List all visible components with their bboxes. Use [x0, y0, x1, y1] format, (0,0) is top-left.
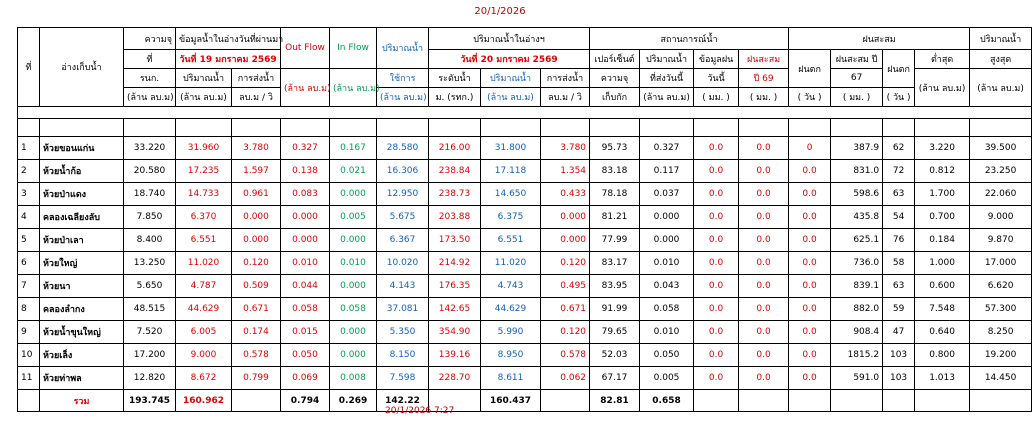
cell-usable: 5.350	[377, 321, 429, 344]
cell-rain-days69: 0.0	[789, 275, 831, 298]
table-row	[18, 367, 1032, 390]
cell-prev-release: 0.120	[232, 252, 281, 275]
cell-min-volume: 0.600	[915, 275, 970, 298]
cell-curr-volume: 11.020	[481, 252, 541, 275]
cell-capacity: 12.820	[124, 367, 176, 390]
cell-reservoir-name: คลองลำกง	[40, 298, 124, 321]
cell-rain-today: 0.0	[694, 137, 739, 160]
header-curr-release: การส่งน้ำ	[541, 69, 590, 88]
header-rain-today-1: ข้อมูลฝน	[694, 50, 739, 69]
cell-percent: 83.95	[590, 275, 640, 298]
cell-reservoir-name: ห้วยป่าแดง	[40, 183, 124, 206]
cell-rain-acc67: 591.0	[831, 367, 883, 390]
cell-max-volume: 8.250	[970, 321, 1032, 344]
cell-curr-release: 0.671	[541, 298, 590, 321]
footer-timestamp: 20/1/2026 7:27	[385, 406, 455, 416]
table-row	[18, 137, 1032, 160]
header-percent-3: เก็บกัก	[590, 88, 640, 107]
header-prev-release-unit: ลบ.ม / วิ	[232, 88, 281, 107]
cell-rain-today: 0.0	[694, 160, 739, 183]
header-usable-unit: (ล้าน ลบ.ม)	[377, 88, 429, 107]
cell-capacity: 5.650	[124, 275, 176, 298]
cell-usable: 37.081	[377, 298, 429, 321]
cell-rain-acc67: 598.6	[831, 183, 883, 206]
cell-min-volume: 0.184	[915, 229, 970, 252]
spacer-row	[18, 119, 1032, 137]
totals-inflow: 0.269	[330, 390, 377, 412]
report-date-title: 20/1/2026	[474, 6, 526, 17]
cell-capacity: 7.520	[124, 321, 176, 344]
cell-rain-days69: 0.0	[789, 206, 831, 229]
cell-rain-days69: 0.0	[789, 344, 831, 367]
cell-rain-today: 0.0	[694, 183, 739, 206]
cell-percent: 77.99	[590, 229, 640, 252]
cell-rain-today: 0.0	[694, 229, 739, 252]
cell-water-sent: 0.037	[640, 183, 694, 206]
header-level: ระดับน้ำ	[429, 69, 481, 88]
cell-curr-volume: 31.800	[481, 137, 541, 160]
cell-level: 238.84	[429, 160, 481, 183]
cell-rain-acc67: 1815.2	[831, 344, 883, 367]
cell-level: 139.16	[429, 344, 481, 367]
cell-no: 8	[18, 298, 40, 321]
cell-no: 6	[18, 252, 40, 275]
cell-capacity: 8.400	[124, 229, 176, 252]
cell-inflow: 0.005	[330, 206, 377, 229]
cell-no: 10	[18, 344, 40, 367]
header-sent-2: ที่ส่งวันนี้	[640, 69, 694, 88]
cell-max-volume: 39.500	[970, 137, 1032, 160]
header-rain69-1: ฝนสะสม	[739, 50, 789, 69]
cell-prev-volume: 6.370	[176, 206, 232, 229]
header-usable: ปริมาณน้ำ	[377, 28, 429, 69]
cell-prev-release: 0.961	[232, 183, 281, 206]
cell-curr-release: 0.000	[541, 206, 590, 229]
cell-prev-volume: 17.235	[176, 160, 232, 183]
cell-rain-acc67: 882.0	[831, 298, 883, 321]
cell-reservoir-name: ห้วยน้ำขุนใหญ่	[40, 321, 124, 344]
cell-rain-days69: 0	[789, 137, 831, 160]
cell-curr-volume: 8.611	[481, 367, 541, 390]
cell-rain-days67: 63	[883, 275, 915, 298]
cell-level: 214.92	[429, 252, 481, 275]
cell-water-sent: 0.010	[640, 252, 694, 275]
cell-reservoir-name: ห้วยนา	[40, 275, 124, 298]
cell-no: 1	[18, 137, 40, 160]
cell-water-sent: 0.050	[640, 344, 694, 367]
table-row	[18, 275, 1032, 298]
cell-inflow: 0.167	[330, 137, 377, 160]
cell-rain-today: 0.0	[694, 367, 739, 390]
cell-capacity: 7.850	[124, 206, 176, 229]
cell-prev-release: 0.000	[232, 229, 281, 252]
cell-min-volume: 1.700	[915, 183, 970, 206]
totals-row	[18, 390, 1032, 412]
cell-outflow: 0.138	[281, 160, 330, 183]
cell-prev-volume: 6.005	[176, 321, 232, 344]
header-separator	[18, 107, 1032, 119]
header-min-unit: (ล้าน ลบ.ม)	[915, 69, 970, 107]
cell-capacity: 48.515	[124, 298, 176, 321]
cell-reservoir-name: ห้วยท่าพล	[40, 367, 124, 390]
cell-water-sent: 0.000	[640, 206, 694, 229]
cell-inflow: 0.010	[330, 252, 377, 275]
cell-prev-volume: 31.960	[176, 137, 232, 160]
cell-rain-acc69: 0.0	[739, 367, 789, 390]
header-curr-date: วันที่ 20 มกราคม 2569	[429, 50, 590, 69]
cell-level: 173.50	[429, 229, 481, 252]
header-max-2: สูงสุด	[970, 50, 1032, 69]
cell-inflow: 0.058	[330, 298, 377, 321]
header-curr-volume-unit: (ล้าน ลบ.ม)	[481, 88, 541, 107]
cell-inflow: 0.021	[330, 160, 377, 183]
cell-min-volume: 0.700	[915, 206, 970, 229]
header-prev-volume: ปริมาณน้ำ	[176, 69, 232, 88]
table-row	[18, 252, 1032, 275]
header-outflow-unit: (ล้าน ลบ.ม)	[281, 69, 330, 107]
cell-no: 4	[18, 206, 40, 229]
cell-prev-release: 1.597	[232, 160, 281, 183]
cell-rain-acc69: 0.0	[739, 298, 789, 321]
cell-rain-days69: 0.0	[789, 229, 831, 252]
header-rain-days69: ฝนตก	[789, 50, 831, 88]
cell-no: 11	[18, 367, 40, 390]
cell-min-volume: 7.548	[915, 298, 970, 321]
cell-usable: 10.020	[377, 252, 429, 275]
cell-rain-acc67: 435.8	[831, 206, 883, 229]
cell-rain-acc67: 625.1	[831, 229, 883, 252]
header-rain-today-unit: ( มม. )	[694, 88, 739, 107]
cell-rain-days67: 76	[883, 229, 915, 252]
header-rain67-1: ฝนสะสม ปี	[831, 50, 883, 69]
cell-outflow: 0.044	[281, 275, 330, 298]
cell-rain-acc69: 0.0	[739, 137, 789, 160]
cell-prev-release: 0.509	[232, 275, 281, 298]
cell-percent: 52.03	[590, 344, 640, 367]
header-inflow: In Flow	[330, 28, 377, 69]
reservoir-report-table	[17, 27, 1032, 412]
cell-outflow: 0.327	[281, 137, 330, 160]
cell-curr-volume: 4.743	[481, 275, 541, 298]
cell-rain-acc69: 0.0	[739, 183, 789, 206]
header-inflow-unit: (ล้าน ลบ.ม)	[330, 69, 377, 107]
cell-curr-volume: 44.629	[481, 298, 541, 321]
cell-max-volume: 57.300	[970, 298, 1032, 321]
cell-curr-release: 0.062	[541, 367, 590, 390]
cell-curr-release: 0.000	[541, 229, 590, 252]
header-max-unit: (ล้าน ลบ.ม)	[970, 69, 1032, 107]
header-min-1: ปริมาณน้ำ	[970, 28, 1032, 50]
cell-outflow: 0.000	[281, 206, 330, 229]
cell-rain-days69: 0.0	[789, 298, 831, 321]
cell-outflow: 0.069	[281, 367, 330, 390]
cell-max-volume: 9.870	[970, 229, 1032, 252]
cell-percent: 95.73	[590, 137, 640, 160]
cell-prev-volume: 8.672	[176, 367, 232, 390]
cell-rain-acc69: 0.0	[739, 252, 789, 275]
cell-prev-volume: 4.787	[176, 275, 232, 298]
header-capacity-1: ความจุ	[124, 28, 176, 50]
cell-max-volume: 6.620	[970, 275, 1032, 298]
cell-prev-release: 0.174	[232, 321, 281, 344]
cell-usable: 8.150	[377, 344, 429, 367]
cell-rain-days69: 0.0	[789, 160, 831, 183]
table-row	[18, 344, 1032, 367]
cell-reservoir-name: ห้วยน้ำก้อ	[40, 160, 124, 183]
header-rain-group: ฝนสะสม	[789, 28, 970, 50]
cell-percent: 83.18	[590, 160, 640, 183]
cell-rain-acc69: 0.0	[739, 344, 789, 367]
cell-reservoir-name: ห้วยขอนแก่น	[40, 137, 124, 160]
table-row	[18, 321, 1032, 344]
cell-rain-days67: 62	[883, 137, 915, 160]
cell-no: 9	[18, 321, 40, 344]
header-prev-volume-unit: (ล้าน ลบ.ม)	[176, 88, 232, 107]
cell-curr-release: 1.354	[541, 160, 590, 183]
cell-no: 5	[18, 229, 40, 252]
header-capacity-2: ที่	[124, 50, 176, 69]
cell-water-sent: 0.000	[640, 229, 694, 252]
cell-rain-acc67: 387.9	[831, 137, 883, 160]
cell-outflow: 0.050	[281, 344, 330, 367]
header-status-group: สถานการณ์น้ำ	[590, 28, 789, 50]
cell-reservoir-name: คลองเฉลียงลับ	[40, 206, 124, 229]
cell-usable: 4.143	[377, 275, 429, 298]
cell-min-volume: 0.812	[915, 160, 970, 183]
cell-curr-release: 0.433	[541, 183, 590, 206]
cell-rain-days67: 59	[883, 298, 915, 321]
cell-outflow: 0.015	[281, 321, 330, 344]
table-row	[18, 298, 1032, 321]
cell-curr-volume: 6.551	[481, 229, 541, 252]
cell-max-volume: 14.450	[970, 367, 1032, 390]
cell-max-volume: 9.000	[970, 206, 1032, 229]
cell-prev-volume: 44.629	[176, 298, 232, 321]
cell-prev-release: 0.578	[232, 344, 281, 367]
cell-inflow: 0.008	[330, 367, 377, 390]
header-rain-days67: ฝนตก	[883, 50, 915, 88]
header-curr-group: ปริมาณน้ำในอ่างฯ	[429, 28, 590, 50]
cell-inflow: 0.000	[330, 229, 377, 252]
cell-no: 2	[18, 160, 40, 183]
cell-percent: 83.17	[590, 252, 640, 275]
cell-usable: 16.306	[377, 160, 429, 183]
totals-label: รวม	[40, 390, 124, 412]
cell-water-sent: 0.043	[640, 275, 694, 298]
cell-prev-release: 0.000	[232, 206, 281, 229]
cell-prev-volume: 11.020	[176, 252, 232, 275]
totals-usable: 142.22	[377, 390, 429, 412]
cell-rain-days67: 63	[883, 183, 915, 206]
header-sent-1: ปริมาณน้ำ	[640, 50, 694, 69]
cell-rain-days69: 0.0	[789, 321, 831, 344]
cell-curr-volume: 8.950	[481, 344, 541, 367]
cell-max-volume: 19.200	[970, 344, 1032, 367]
cell-level: 354.90	[429, 321, 481, 344]
cell-curr-release: 0.120	[541, 321, 590, 344]
cell-rain-days67: 47	[883, 321, 915, 344]
cell-reservoir-name: ห้วยป่าเลา	[40, 229, 124, 252]
cell-rain-today: 0.0	[694, 252, 739, 275]
cell-curr-volume: 17.118	[481, 160, 541, 183]
cell-level: 238.73	[429, 183, 481, 206]
cell-usable: 5.675	[377, 206, 429, 229]
cell-prev-volume: 9.000	[176, 344, 232, 367]
cell-inflow: 0.000	[330, 183, 377, 206]
header-rain69-2: ปี 69	[739, 69, 789, 88]
cell-rain-acc67: 831.0	[831, 160, 883, 183]
header-prev-date: วันที่ 19 มกราคม 2569	[176, 50, 281, 69]
cell-curr-release: 0.578	[541, 344, 590, 367]
cell-prev-volume: 6.551	[176, 229, 232, 252]
header-outflow: Out Flow	[281, 28, 330, 69]
header-percent-1: เปอร์เซ็นต์	[590, 50, 640, 69]
cell-inflow: 0.000	[330, 321, 377, 344]
header-curr-volume: ปริมาณน้ำ	[481, 69, 541, 88]
cell-water-sent: 0.010	[640, 321, 694, 344]
header-capacity-unit: (ล้าน ลบ.ม)	[124, 88, 176, 107]
cell-water-sent: 0.117	[640, 160, 694, 183]
cell-rain-acc67: 908.4	[831, 321, 883, 344]
cell-curr-volume: 6.375	[481, 206, 541, 229]
cell-no: 3	[18, 183, 40, 206]
cell-prev-release: 0.671	[232, 298, 281, 321]
cell-rain-today: 0.0	[694, 206, 739, 229]
header-rain-today-2: วันนี้	[694, 69, 739, 88]
cell-curr-volume: 5.990	[481, 321, 541, 344]
cell-rain-days67: 103	[883, 367, 915, 390]
cell-prev-release: 3.780	[232, 137, 281, 160]
header-prev-group: ข้อมูลน้ำในอ่างวันที่ผ่านมา	[176, 28, 281, 50]
cell-max-volume: 17.000	[970, 252, 1032, 275]
header-usable-2: ใช้การ	[377, 69, 429, 88]
cell-rain-days67: 103	[883, 344, 915, 367]
cell-max-volume: 23.250	[970, 160, 1032, 183]
header-rain67-2: 67	[831, 69, 883, 88]
cell-curr-volume: 14.650	[481, 183, 541, 206]
header-rain-days69-unit: ( วัน )	[789, 88, 831, 107]
cell-curr-release: 0.120	[541, 252, 590, 275]
header-sent-unit: (ล้าน ลบ.ม)	[640, 88, 694, 107]
cell-level: 142.65	[429, 298, 481, 321]
table-row	[18, 183, 1032, 206]
header-percent-2: ความจุ	[590, 69, 640, 88]
cell-inflow: 0.000	[330, 344, 377, 367]
cell-prev-release: 0.799	[232, 367, 281, 390]
cell-rain-days69: 0.0	[789, 252, 831, 275]
cell-rain-days67: 58	[883, 252, 915, 275]
totals-capacity: 193.745	[124, 390, 176, 412]
cell-rain-days67: 54	[883, 206, 915, 229]
cell-rain-today: 0.0	[694, 344, 739, 367]
header-rain-days67-unit: ( วัน )	[883, 88, 915, 107]
totals-prev-volume: 160.962	[176, 390, 232, 412]
totals-percent: 82.81	[590, 390, 640, 412]
header-min-2: ต่ำสุด	[915, 50, 970, 69]
cell-min-volume: 3.220	[915, 137, 970, 160]
cell-rain-acc67: 736.0	[831, 252, 883, 275]
cell-outflow: 0.000	[281, 229, 330, 252]
cell-rain-acc69: 0.0	[739, 206, 789, 229]
header-no: ที่	[18, 28, 40, 107]
cell-curr-release: 3.780	[541, 137, 590, 160]
cell-level: 176.35	[429, 275, 481, 298]
cell-rain-acc69: 0.0	[739, 321, 789, 344]
header-curr-release-unit: ลบ.ม / วิ	[541, 88, 590, 107]
cell-outflow: 0.010	[281, 252, 330, 275]
cell-rain-today: 0.0	[694, 298, 739, 321]
cell-rain-today: 0.0	[694, 321, 739, 344]
cell-reservoir-name: ห้วยเล็ง	[40, 344, 124, 367]
cell-no: 7	[18, 275, 40, 298]
header-rain69-unit: ( มม. )	[739, 88, 789, 107]
cell-min-volume: 1.013	[915, 367, 970, 390]
cell-level: 203.88	[429, 206, 481, 229]
cell-rain-days67: 72	[883, 160, 915, 183]
table-row	[18, 206, 1032, 229]
table-row	[18, 229, 1032, 252]
cell-curr-release: 0.495	[541, 275, 590, 298]
cell-capacity: 17.200	[124, 344, 176, 367]
header-level-unit: ม. (รทก.)	[429, 88, 481, 107]
cell-water-sent: 0.005	[640, 367, 694, 390]
cell-outflow: 0.058	[281, 298, 330, 321]
cell-rain-acc69: 0.0	[739, 275, 789, 298]
cell-min-volume: 0.640	[915, 321, 970, 344]
cell-water-sent: 0.058	[640, 298, 694, 321]
cell-percent: 79.65	[590, 321, 640, 344]
cell-rain-acc69: 0.0	[739, 229, 789, 252]
cell-rain-days69: 0.0	[789, 183, 831, 206]
cell-usable: 28.580	[377, 137, 429, 160]
cell-percent: 91.99	[590, 298, 640, 321]
cell-max-volume: 22.060	[970, 183, 1032, 206]
totals-sent: 0.658	[640, 390, 694, 412]
cell-capacity: 33.220	[124, 137, 176, 160]
cell-rain-acc67: 839.1	[831, 275, 883, 298]
cell-water-sent: 0.327	[640, 137, 694, 160]
cell-min-volume: 0.800	[915, 344, 970, 367]
cell-usable: 7.598	[377, 367, 429, 390]
cell-prev-volume: 14.733	[176, 183, 232, 206]
cell-percent: 67.17	[590, 367, 640, 390]
cell-rain-days69: 0.0	[789, 367, 831, 390]
table-row	[18, 160, 1032, 183]
cell-rain-today: 0.0	[694, 275, 739, 298]
cell-level: 216.00	[429, 137, 481, 160]
header-capacity-3: รนก.	[124, 69, 176, 88]
cell-outflow: 0.083	[281, 183, 330, 206]
cell-usable: 6.367	[377, 229, 429, 252]
totals-curr-volume: 160.437	[481, 390, 541, 412]
header-prev-release: การส่งน้ำ	[232, 69, 281, 88]
cell-min-volume: 1.000	[915, 252, 970, 275]
cell-percent: 78.18	[590, 183, 640, 206]
header-rain67-unit: ( มม. )	[831, 88, 883, 107]
totals-outflow: 0.794	[281, 390, 330, 412]
cell-capacity: 20.580	[124, 160, 176, 183]
cell-capacity: 18.740	[124, 183, 176, 206]
cell-rain-acc69: 0.0	[739, 160, 789, 183]
cell-level: 228.70	[429, 367, 481, 390]
cell-percent: 81.21	[590, 206, 640, 229]
cell-inflow: 0.000	[330, 275, 377, 298]
header-reservoir: อ่างเก็บน้ำ	[40, 28, 124, 107]
cell-usable: 12.950	[377, 183, 429, 206]
cell-reservoir-name: ห้วยใหญ่	[40, 252, 124, 275]
cell-capacity: 13.250	[124, 252, 176, 275]
